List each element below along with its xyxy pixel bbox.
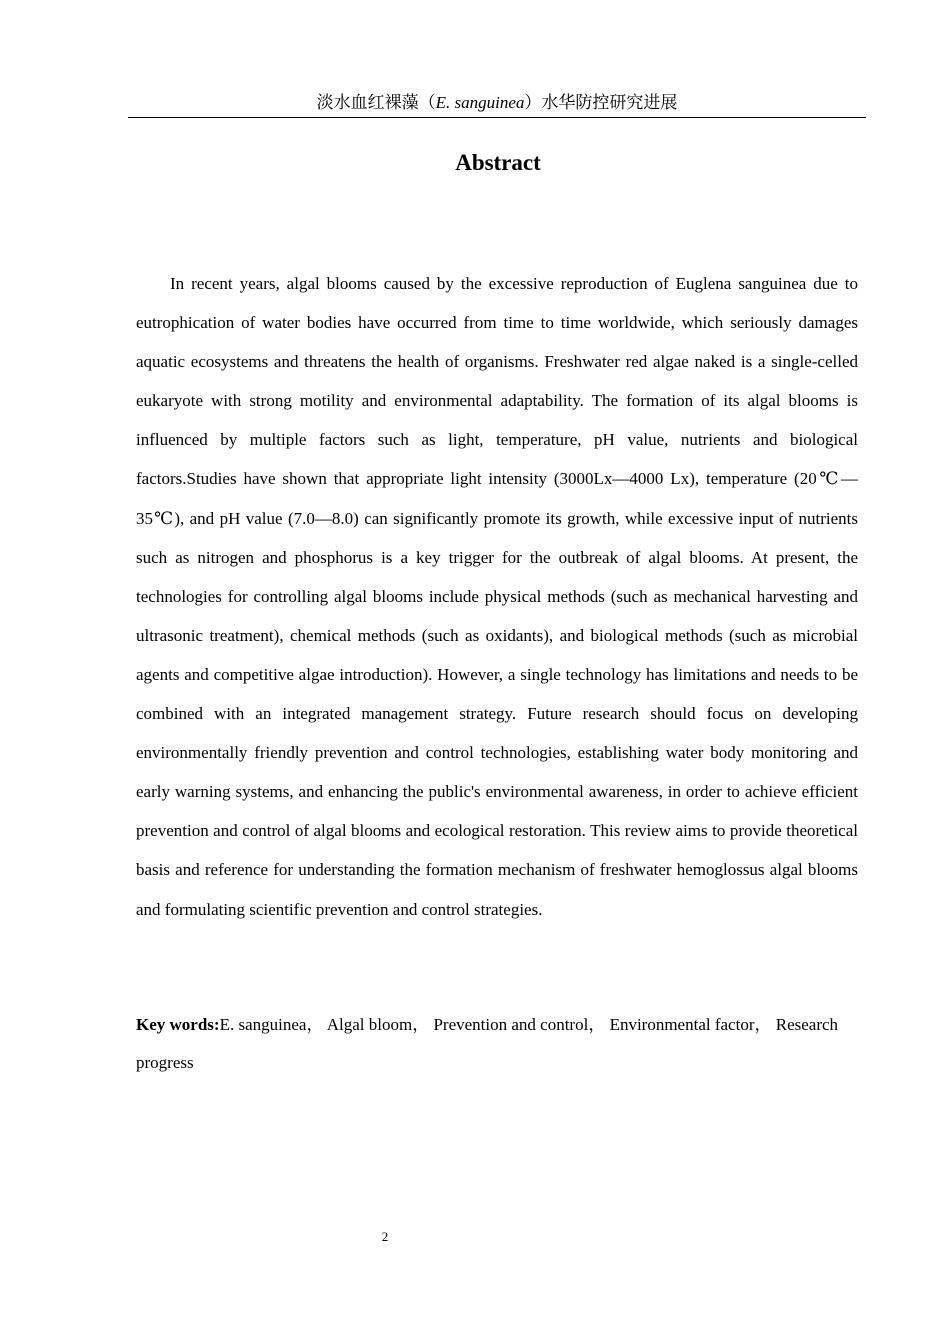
abstract-title: Abstract [455,150,541,175]
header-title-cjk-suffix: ）水华防控研究进展 [524,93,678,112]
header-title-latin-name: E. sanguinea [435,93,525,112]
keywords-text: E. sanguinea， Algal bloom， Prevention and control， Environmental factor， Research progress [136,1015,839,1072]
page-number: 2 [381,1229,389,1244]
running-header [128,92,866,118]
header-title-cjk-prefix: 淡水血红裸藻（ [316,93,436,112]
keywords-line [136,1006,858,1082]
abstract-body: In recent years, algal blooms caused by the excessive reproduction of Euglena sanguinea due to eutrophication of water bodies have occurred from time to time worldwide, which seriously damages aquatic ecosystems and threatens the health of organisms. Freshwater red algae naked is a single-celled eukaryote with strong motility and environmental adaptability. The formation of its algal blooms is influenced by multiple factors such as light, temperature, pH value, nutrients and biological factors.Studies have shown that appropriate light intensity (3000Lx—4000 Lx), temperature (20℃—35℃), and pH value (7.0—8.0) can significantly promote its growth, while excessive input of nutrients such as nitrogen and phosphorus is a key trigger for the outbreak of algal blooms. At present, the technologies for controlling algal blooms include physical methods (such as mechanical harvesting and ultrasonic treatment), chemical methods (such as oxidants), and biological methods (such as microbial agents and competitive algae introduction). However, a single technology has limitations and needs to be combined with an integrated management strategy. Future research should focus on developing environmentally friendly prevention and control technologies, establishing water body monitoring and early warning systems, and enhancing the public's environmental awareness, in order to achieve efficient prevention and control of algal blooms and ecological restoration. This review aims to provide theoretical basis and reference for understanding the formation mechanism of freshwater hemoglossus algal blooms and formulating scientific prevention and control strategies. [136,274,858,919]
keywords-label: Key words: [136,1015,220,1034]
